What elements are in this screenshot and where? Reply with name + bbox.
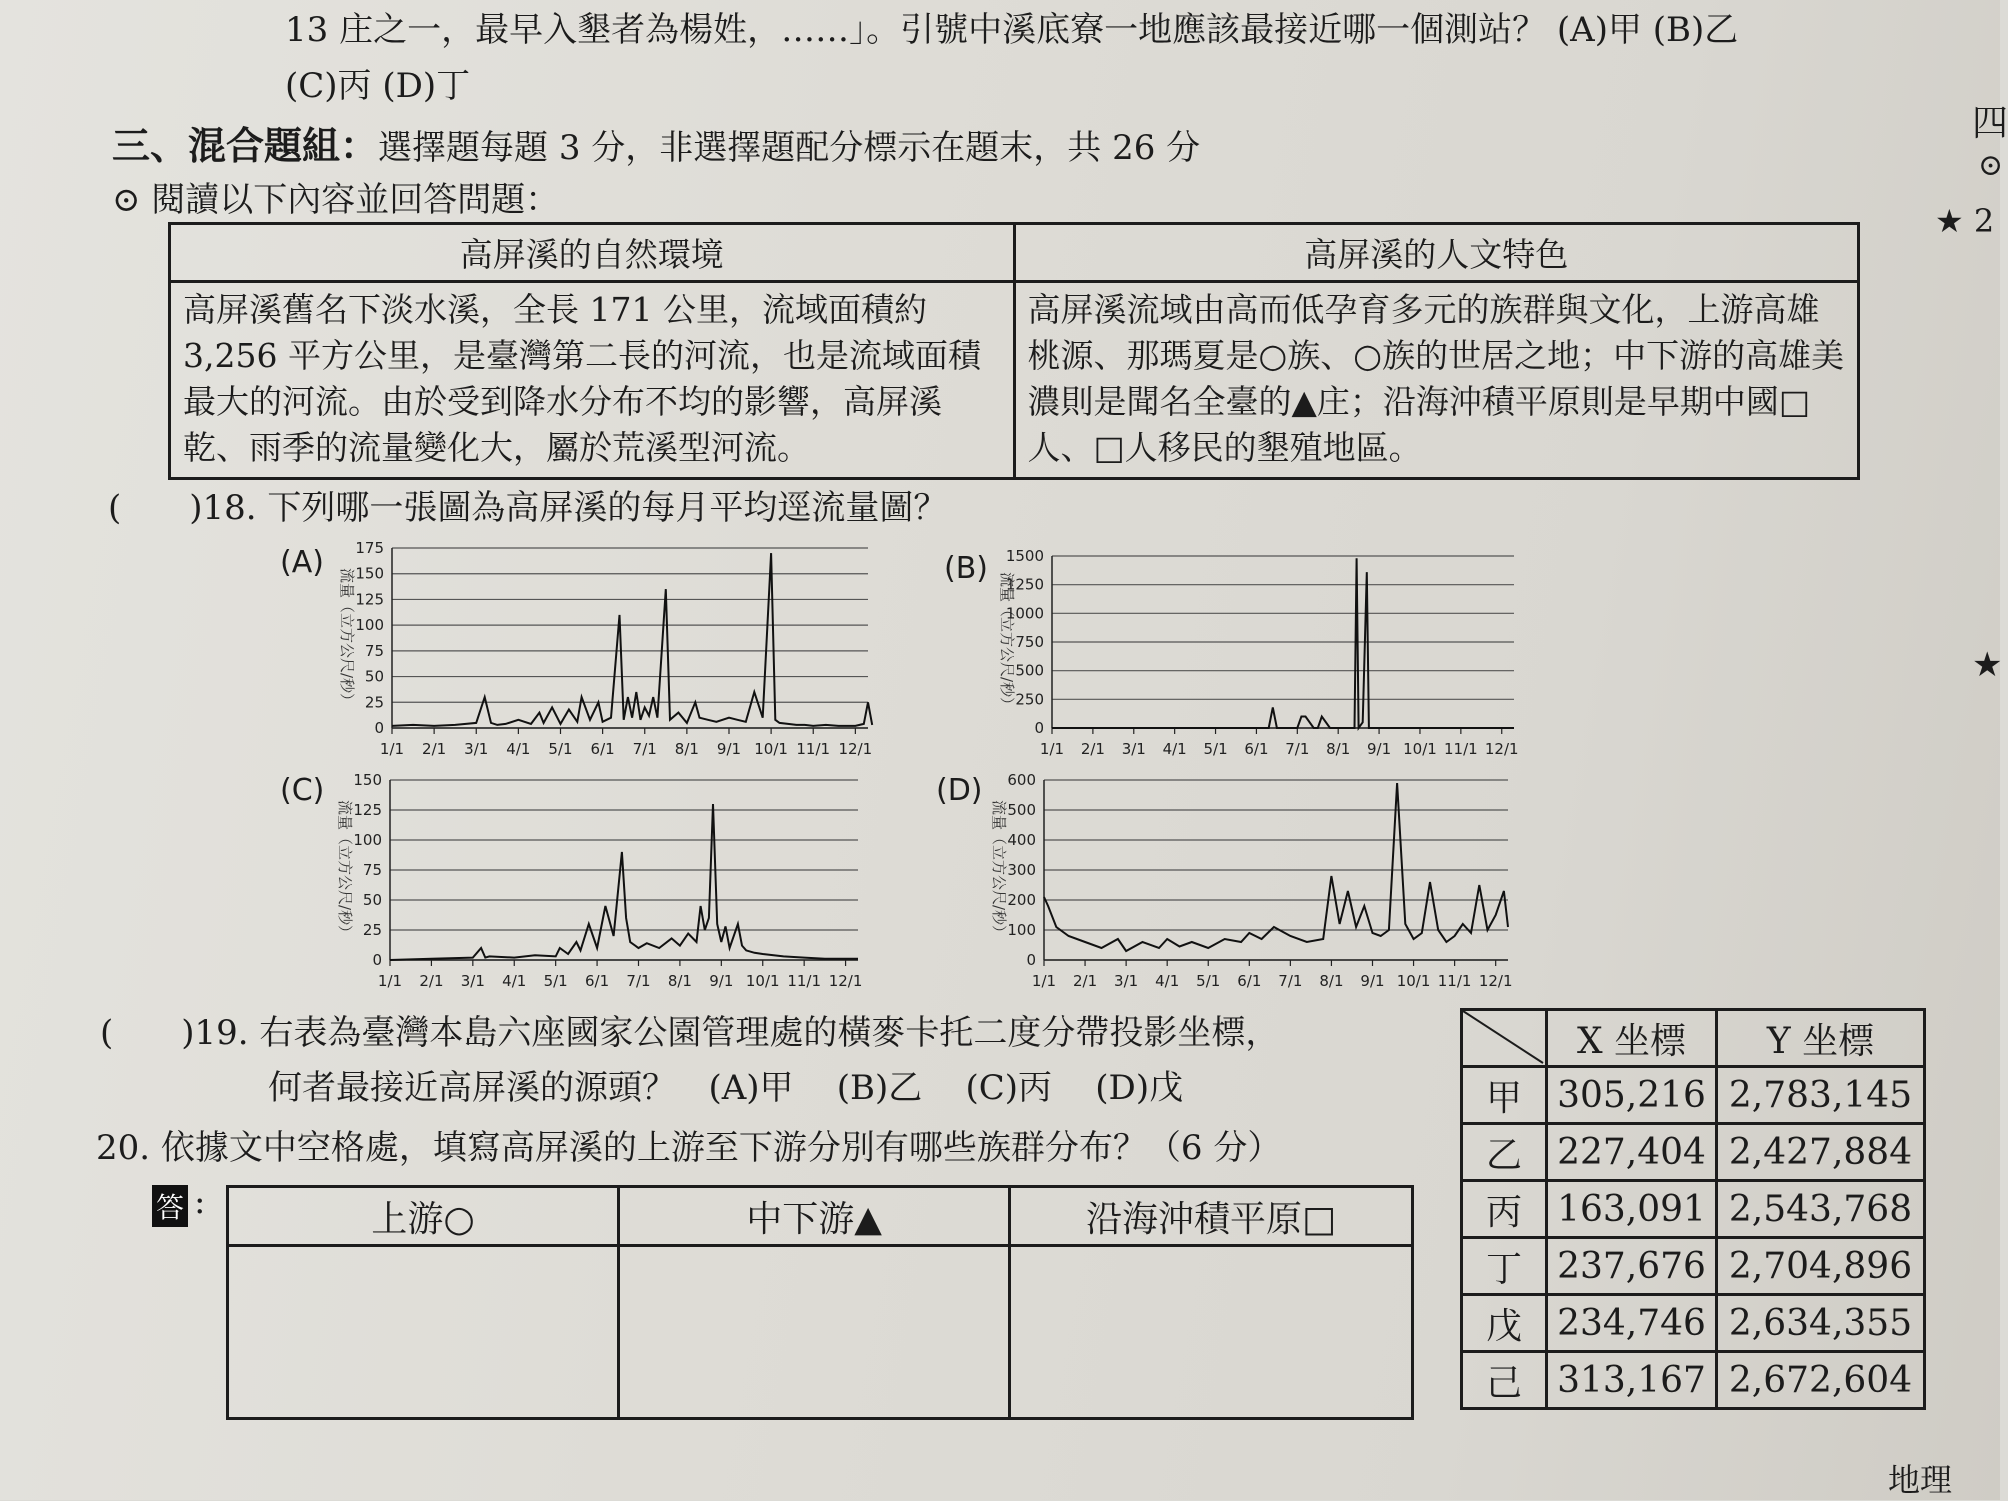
runoff-series-line — [1044, 783, 1508, 951]
runoff-series-line — [392, 553, 872, 726]
y-tick-label: 50 — [362, 891, 382, 909]
chart-label: (D) — [936, 773, 983, 808]
answer-cell-coastal[interactable] — [1010, 1246, 1413, 1419]
y-tick-label: 100 — [355, 616, 384, 635]
answer-cell-midstream[interactable] — [619, 1246, 1010, 1419]
x-value: 313,167 — [1547, 1352, 1717, 1409]
answer-cell-upstream[interactable] — [228, 1246, 619, 1419]
y-tick-label: 75 — [364, 641, 384, 660]
side-section-char: 四 — [1972, 103, 2008, 144]
x-tick-label: 3/1 — [1121, 740, 1146, 758]
x-tick-label: 8/1 — [674, 740, 699, 758]
table-row — [1462, 1181, 1925, 1238]
x-tick-label: 11/1 — [787, 972, 822, 990]
q19-option-a[interactable]: (A)甲 — [708, 1068, 794, 1108]
side-circle: ⊙ — [1978, 148, 2004, 183]
section-heading: 三、混合題組：選擇題每題 3 分，非選擇題配分標示在題末，共 26 分 — [112, 123, 1201, 168]
coord-header-y: Y 坐標 — [1717, 1010, 1925, 1067]
y-axis-label: 流量（立方公尺/秒） — [338, 567, 356, 709]
x-tick-label: 5/1 — [548, 740, 573, 758]
x-tick-label: 8/1 — [1326, 740, 1351, 758]
x-tick-label: 5/1 — [1196, 972, 1221, 990]
x-tick-label: 12/1 — [828, 972, 863, 990]
table-row — [1462, 1295, 1925, 1352]
q19-option-d[interactable]: (D)戊 — [1095, 1068, 1184, 1108]
row-label: 乙 — [1462, 1124, 1547, 1181]
coord-corner-cell — [1462, 1010, 1547, 1067]
coord-header-x: X 坐標 — [1547, 1010, 1717, 1067]
answer-table — [226, 1185, 1414, 1420]
y-tick-label: 1500 — [1005, 547, 1044, 565]
y-tick-label: 500 — [1007, 801, 1036, 819]
x-tick-label: 8/1 — [667, 972, 692, 990]
x-tick-label: 4/1 — [506, 740, 531, 758]
x-tick-label: 3/1 — [1114, 972, 1139, 990]
x-tick-label: 10/1 — [745, 972, 780, 990]
q19-question-line2: 何者最接近高屏溪的源頭？ (A)甲 (B)乙 (C)丙 (D)戊 — [268, 1068, 1184, 1108]
y-tick-label: 0 — [1026, 951, 1036, 969]
y-axis-label: 流量（立方公尺/秒） — [336, 799, 354, 941]
table-row — [1462, 1124, 1925, 1181]
x-tick-label: 5/1 — [543, 972, 568, 990]
x-value: 163,091 — [1547, 1181, 1717, 1238]
side-star-2: ★ — [1972, 645, 2003, 685]
x-tick-label: 6/1 — [585, 972, 610, 990]
x-tick-label: 3/1 — [464, 740, 489, 758]
x-value: 227,404 — [1547, 1124, 1717, 1181]
x-tick-label: 7/1 — [1285, 740, 1310, 758]
y-axis-label: 流量（立方公尺/秒） — [998, 571, 1016, 713]
y-value: 2,704,896 — [1717, 1238, 1925, 1295]
chart-label: (A) — [280, 545, 324, 580]
y-tick-label: 400 — [1007, 831, 1036, 849]
x-tick-label: 4/1 — [502, 972, 527, 990]
chart-label: (B) — [944, 551, 988, 586]
y-tick-label: 750 — [1015, 633, 1044, 651]
page-footer-subject: 地理 — [1888, 1461, 1953, 1499]
table-row — [1462, 1352, 1925, 1409]
x-tick-label: 4/1 — [1162, 740, 1187, 758]
answer-header-coastal: 沿海沖積平原□ — [1010, 1187, 1413, 1246]
y-axis-label: 流量（立方公尺/秒） — [990, 799, 1008, 941]
x-tick-label: 1/1 — [1039, 740, 1065, 758]
y-tick-label: 300 — [1007, 861, 1036, 879]
y-value: 2,672,604 — [1717, 1352, 1925, 1409]
x-tick-label: 12/1 — [838, 740, 873, 758]
x-tick-label: 10/1 — [1403, 740, 1437, 758]
row-label: 戊 — [1462, 1295, 1547, 1352]
y-tick-label: 200 — [1007, 891, 1036, 909]
x-tick-label: 6/1 — [1244, 740, 1269, 758]
y-tick-label: 100 — [1007, 921, 1036, 939]
q19-option-c[interactable]: (C)丙 — [965, 1068, 1053, 1108]
y-value: 2,427,884 — [1717, 1124, 1925, 1181]
y-tick-label: 0 — [374, 719, 384, 737]
chart-label: (C) — [280, 773, 325, 808]
top-line-2: (C)丙 (D)丁 — [285, 66, 471, 106]
table-row — [1462, 1067, 1925, 1124]
x-tick-label: 11/1 — [1444, 740, 1478, 758]
info-right-header: 高屏溪的人文特色 — [1014, 224, 1859, 282]
y-tick-label: 100 — [353, 831, 382, 849]
y-tick-label: 0 — [1034, 719, 1044, 737]
y-tick-label: 250 — [1015, 690, 1044, 709]
runoff-series-line — [390, 804, 858, 960]
q19-question: ( )19. 右表為臺灣本島六座國家公園管理處的橫麥卡托二度分帶投影坐標， — [100, 1013, 1280, 1053]
x-tick-label: 7/1 — [626, 972, 651, 990]
x-tick-label: 11/1 — [796, 740, 831, 758]
y-tick-label: 150 — [353, 771, 382, 789]
x-value: 237,676 — [1547, 1238, 1717, 1295]
y-tick-label: 75 — [362, 861, 382, 879]
x-value: 305,216 — [1547, 1067, 1717, 1124]
x-tick-label: 4/1 — [1155, 972, 1180, 990]
x-tick-label: 9/1 — [1360, 972, 1385, 990]
x-tick-label: 3/1 — [460, 972, 485, 990]
q19-option-b[interactable]: (B)乙 — [836, 1068, 923, 1108]
y-tick-label: 125 — [355, 590, 384, 609]
top-line-1: 13 庄之一，最早入墾者為楊姓，……」。引號中溪底寮一地應該最接近哪一個測站？ (A)甲 (B)乙 — [285, 10, 1739, 50]
y-tick-label: 0 — [372, 951, 382, 969]
side-star-1: ★ 2 — [1935, 202, 1995, 240]
info-left-body: 高屏溪舊名下淡水溪，全長 171 公里，流域面積約 3,256 平方公里，是臺灣第二長的河流，也是流域面積最大的河流。由於受到降水分布不均的影響，高屏溪乾、雨季的流量變化大，屬於荒溪型河流。 — [170, 282, 1015, 479]
x-value: 234,746 — [1547, 1295, 1717, 1352]
y-tick-label: 500 — [1015, 661, 1044, 680]
info-left-header: 高屏溪的自然環境 — [170, 224, 1015, 282]
x-tick-label: 6/1 — [590, 740, 615, 758]
x-tick-label: 2/1 — [1080, 740, 1105, 758]
row-label: 己 — [1462, 1352, 1547, 1409]
x-tick-label: 10/1 — [1396, 972, 1431, 990]
y-value: 2,783,145 — [1717, 1067, 1925, 1124]
read-instruction: ⊙ 閱讀以下內容並回答問題： — [112, 180, 560, 220]
answer-label: 答 — [152, 1185, 188, 1227]
answer-header-midstream: 中下游▲ — [619, 1187, 1010, 1246]
row-label: 丙 — [1462, 1181, 1547, 1238]
y-tick-label: 175 — [355, 539, 384, 557]
x-tick-label: 11/1 — [1437, 972, 1472, 990]
coordinate-table — [1460, 1008, 1926, 1410]
y-value: 2,543,768 — [1717, 1181, 1925, 1238]
x-tick-label: 9/1 — [716, 740, 742, 758]
x-tick-label: 10/1 — [754, 740, 788, 758]
y-tick-label: 25 — [364, 693, 384, 712]
x-tick-label: 9/1 — [1367, 740, 1392, 758]
x-tick-label: 12/1 — [1478, 972, 1513, 990]
answer-colon: : — [194, 1182, 206, 1222]
y-tick-label: 50 — [364, 667, 384, 686]
x-tick-label: 6/1 — [1237, 972, 1262, 990]
x-tick-label: 8/1 — [1319, 972, 1344, 990]
y-tick-label: 25 — [362, 921, 382, 939]
y-tick-label: 1250 — [1005, 575, 1044, 594]
x-tick-label: 2/1 — [422, 740, 447, 758]
x-tick-label: 2/1 — [419, 972, 444, 990]
x-tick-label: 1/1 — [1031, 972, 1057, 990]
x-tick-label: 5/1 — [1203, 740, 1228, 758]
answer-header-upstream: 上游○ — [228, 1187, 619, 1246]
x-tick-label: 12/1 — [1484, 740, 1519, 758]
y-value: 2,634,355 — [1717, 1295, 1925, 1352]
x-tick-label: 1/1 — [379, 740, 405, 758]
row-label: 丁 — [1462, 1238, 1547, 1295]
runoff-series-line — [1052, 558, 1514, 728]
x-tick-label: 7/1 — [632, 740, 657, 758]
row-label: 甲 — [1462, 1067, 1547, 1124]
table-row — [1462, 1238, 1925, 1295]
x-tick-label: 7/1 — [1278, 972, 1303, 990]
y-tick-label: 1000 — [1005, 604, 1044, 623]
y-tick-label: 125 — [353, 801, 382, 819]
y-tick-label: 150 — [355, 564, 384, 583]
info-right-body: 高屏溪流域由高而低孕育多元的族群與文化，上游高雄桃源、那瑪夏是○族、○族的世居之地；中下游的高雄美濃則是聞名全臺的▲庄；沿海沖積平原則是早期中國□人、□人移民的墾殖地區。 — [1014, 282, 1859, 479]
x-tick-label: 1/1 — [377, 972, 403, 990]
x-tick-label: 2/1 — [1072, 972, 1098, 990]
x-tick-label: 9/1 — [709, 972, 734, 990]
q18-question: ( )18. 下列哪一張圖為高屏溪的每月平均逕流量圖？ — [108, 488, 948, 528]
y-tick-label: 600 — [1007, 771, 1036, 789]
q20-question: 20. 依據文中空格處，填寫高屏溪的上游至下游分別有哪些族群分布？（6 分） — [96, 1128, 1282, 1168]
